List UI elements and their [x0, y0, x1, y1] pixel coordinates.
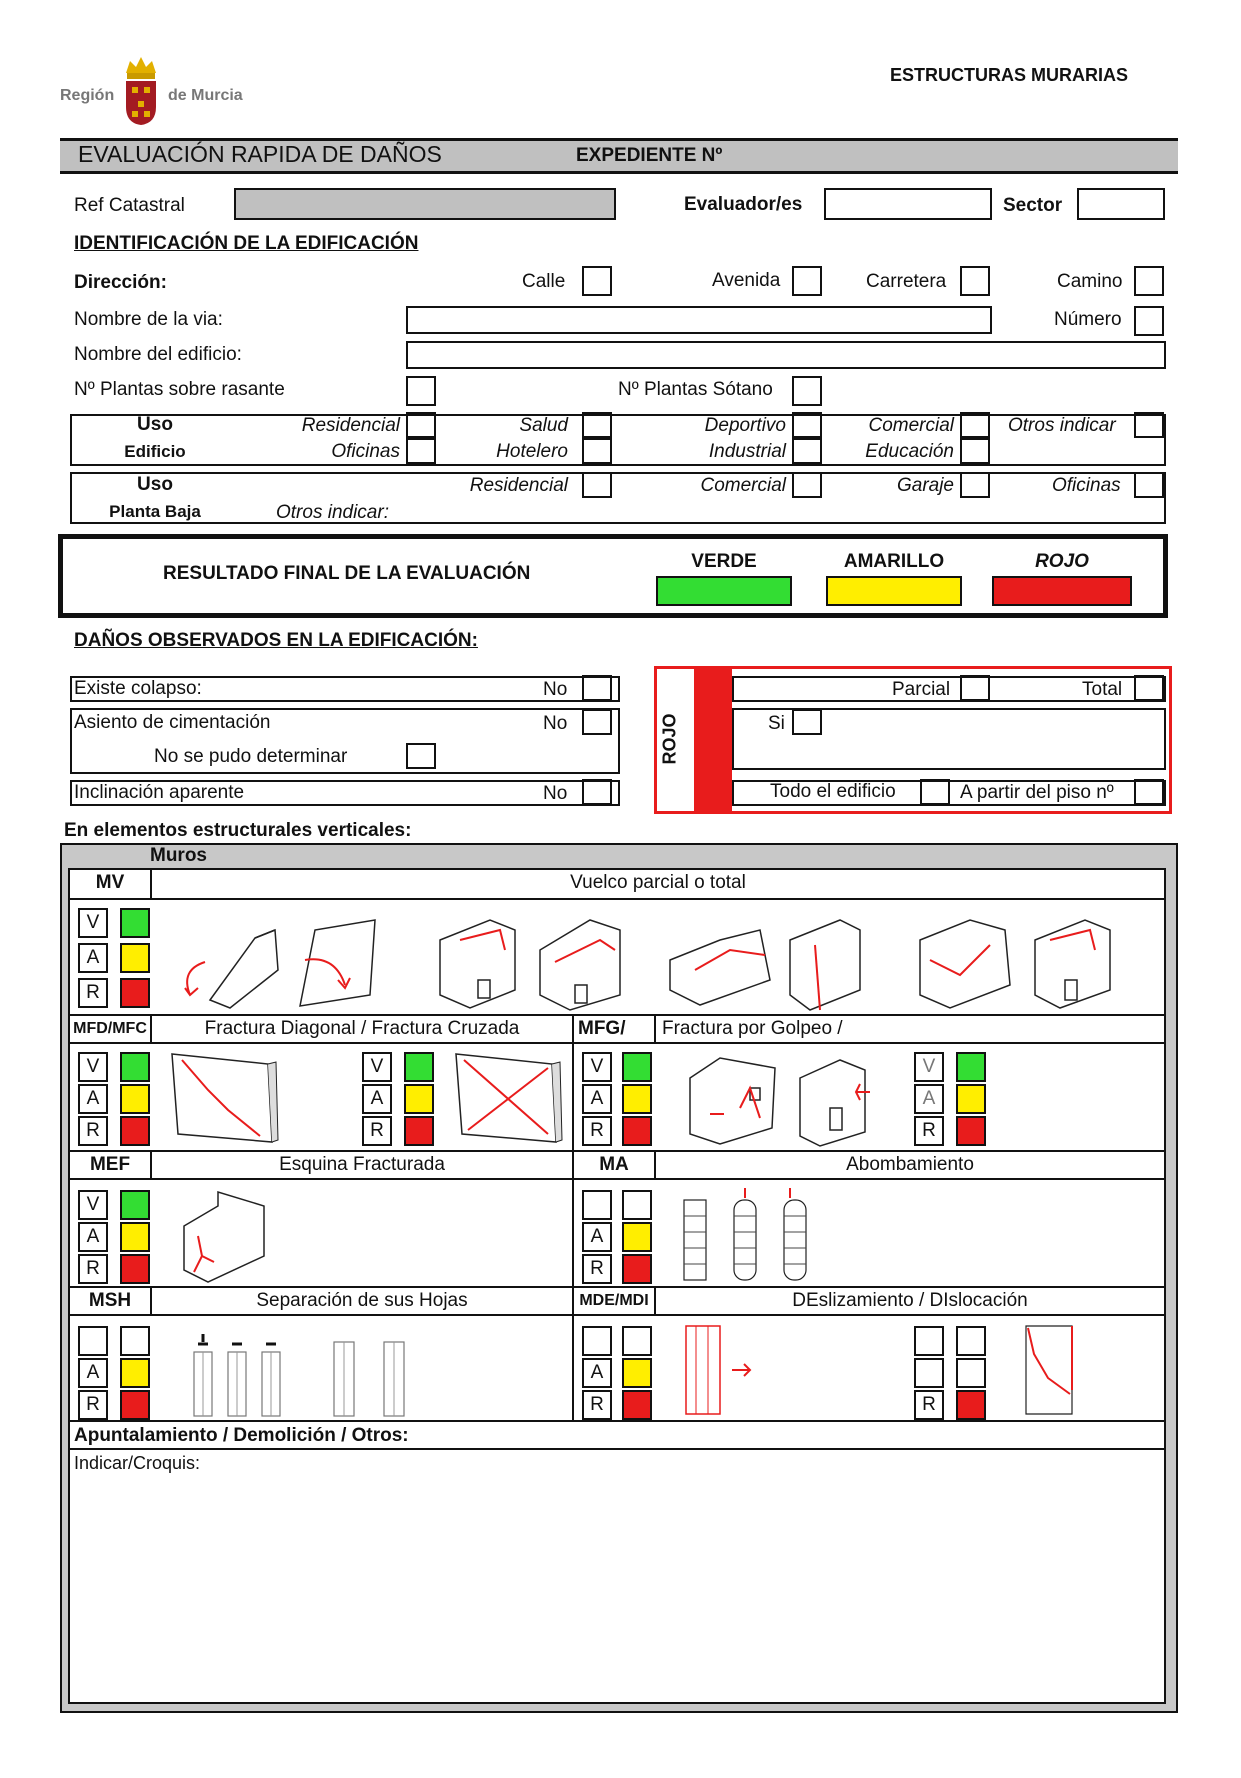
plantas-sobre-label: Nº Plantas sobre rasante: [74, 379, 285, 400]
mde-code: [572, 1286, 656, 1316]
mde-title: [654, 1286, 1166, 1316]
ref-catastral-label: Ref Catastral: [74, 195, 185, 216]
camino-checkbox[interactable]: [1134, 266, 1164, 296]
comercial-checkbox[interactable]: [960, 412, 990, 438]
mef-title-text: Esquina Fracturada: [279, 1154, 445, 1175]
amarillo-label: AMARILLO: [843, 551, 945, 572]
mfg-r-label: R: [582, 1116, 612, 1146]
msh-code-text: MSH: [88, 1290, 132, 1311]
msh-a-label: A: [78, 1358, 108, 1388]
mfd-code: [68, 1014, 152, 1044]
document-type: ESTRUCTURAS MURARIAS: [890, 65, 1128, 85]
ma-code: [572, 1150, 656, 1180]
si-label: Si: [768, 713, 785, 734]
mdi-a-empty-2[interactable]: [956, 1358, 986, 1388]
nombre-edificio-label: Nombre del edificio:: [74, 344, 242, 365]
mv-r-label: R: [78, 978, 108, 1008]
mfc-r-label: R: [362, 1116, 392, 1146]
mv-r-swatch[interactable]: [120, 978, 150, 1008]
numero-label: Número: [1054, 309, 1122, 330]
ma-v-empty-2[interactable]: [622, 1190, 652, 1220]
mef-code: [68, 1150, 152, 1180]
garaje-label: Garaje: [896, 475, 954, 496]
mef-r-label: R: [78, 1254, 108, 1284]
mfd-r-swatch[interactable]: [120, 1116, 150, 1146]
mfd-a-label: A: [78, 1084, 108, 1114]
logo-text-left: Región: [60, 87, 115, 104]
asiento-no-label: No: [543, 713, 568, 734]
educacion-checkbox[interactable]: [960, 438, 990, 464]
msh-diagram-icon: [184, 1330, 424, 1418]
total-label: Total: [1082, 679, 1123, 700]
uso-planta-subtitle: Planta Baja: [109, 502, 201, 521]
salud-label: Salud: [519, 415, 568, 436]
ma-title-text: Abombamiento: [846, 1154, 974, 1175]
otros-indicar-checkbox[interactable]: [1134, 412, 1164, 438]
mef-v-label: V: [78, 1190, 108, 1220]
mfd-v-label: V: [78, 1052, 108, 1082]
mde-v-empty[interactable]: [582, 1326, 612, 1356]
mfc-diagram-icon: [452, 1050, 564, 1146]
apuntalamiento-label: Apuntalamiento / Demolición / Otros:: [74, 1425, 409, 1446]
amarillo-result-box[interactable]: [826, 576, 962, 606]
msh-title: [150, 1286, 574, 1316]
planta-otros-line: [406, 522, 1164, 524]
nombre-via-label: Nombre de la via:: [74, 309, 223, 330]
ma-code-text: MA: [599, 1154, 629, 1175]
planta-residencial-checkbox[interactable]: [582, 472, 612, 498]
uso-planta-title: Uso: [137, 474, 173, 495]
comercial-label: Comercial: [868, 415, 954, 436]
plantas-sotano-field[interactable]: [792, 376, 822, 406]
mfd-title: [150, 1014, 574, 1044]
planta-residencial-label: Residencial: [469, 475, 568, 496]
uso-edificio-subtitle: Edificio: [124, 442, 186, 461]
uso-edificio-title: Uso: [137, 414, 173, 435]
parcial-label: Parcial: [892, 679, 951, 700]
residencial-checkbox[interactable]: [406, 412, 436, 438]
mde-title-text: DEslizamiento / DIslocación: [792, 1290, 1028, 1311]
mfg-diagram-icon: [680, 1048, 900, 1148]
no-determinar-label: No se pudo determinar: [154, 746, 348, 767]
mdi-v-empty-2[interactable]: [956, 1326, 986, 1356]
calle-label: Calle: [522, 271, 566, 292]
logo: [60, 55, 260, 135]
rojo-panel-label-wrap: [654, 668, 694, 812]
ma-body: [572, 1178, 1166, 1288]
mfd-a-swatch[interactable]: [120, 1084, 150, 1114]
mde-diagram-icon: [684, 1324, 764, 1418]
residencial-label: Residencial: [301, 415, 400, 436]
oficinas-checkbox[interactable]: [406, 438, 436, 464]
no-determinar-checkbox[interactable]: [406, 743, 436, 769]
total-checkbox[interactable]: [1134, 675, 1164, 701]
mv-v-label: V: [78, 908, 108, 938]
inclinacion-label: Inclinación aparente: [74, 782, 245, 803]
mdi-v-empty[interactable]: [914, 1326, 944, 1356]
uso-edificio-section: [70, 414, 1166, 466]
mfg-code-text: MFG/: [578, 1018, 626, 1039]
mef-r-swatch[interactable]: [120, 1254, 150, 1284]
msh-code: [68, 1286, 152, 1316]
sector-label: Sector: [1003, 195, 1063, 216]
todo-edificio-checkbox[interactable]: [920, 779, 950, 805]
mdi-r-swatch[interactable]: [956, 1390, 986, 1420]
ma-diagram-icon: [680, 1186, 820, 1286]
mfd-diagram-icon: [168, 1050, 280, 1146]
ma-a-label: A: [582, 1222, 612, 1252]
hotelero-checkbox[interactable]: [582, 438, 612, 464]
mfg-title: [654, 1014, 1166, 1044]
evaluador-field[interactable]: [824, 188, 992, 220]
mfg-a-label: A: [582, 1084, 612, 1114]
mfd-r-label: R: [78, 1116, 108, 1146]
mfc-a-swatch[interactable]: [404, 1084, 434, 1114]
mde-a-swatch[interactable]: [622, 1358, 652, 1388]
direccion-label: Dirección:: [74, 272, 167, 293]
mef-diagram-icon: [178, 1186, 268, 1284]
carretera-checkbox[interactable]: [960, 266, 990, 296]
mfg-title-text: Fractura por Golpeo /: [662, 1018, 843, 1039]
todo-edificio-label: Todo el edificio: [770, 781, 896, 802]
avenida-checkbox[interactable]: [792, 266, 822, 296]
asiento-no-checkbox[interactable]: [582, 709, 612, 735]
planta-oficinas-checkbox[interactable]: [1134, 472, 1164, 498]
ref-catastral-field[interactable]: [234, 188, 616, 220]
mv-a-swatch[interactable]: [120, 943, 150, 973]
ma-a-swatch[interactable]: [622, 1222, 652, 1252]
nombre-edificio-field[interactable]: [406, 341, 1166, 369]
muros-label: Muros: [150, 845, 207, 866]
mfd-title-text: Fractura Diagonal / Fractura Cruzada: [204, 1018, 520, 1039]
inclinacion-no-checkbox[interactable]: [582, 779, 612, 805]
mdi-r-label: R: [914, 1390, 944, 1420]
plantas-sotano-label: Nº Plantas Sótano: [618, 379, 773, 400]
planta-comercial-checkbox[interactable]: [792, 472, 822, 498]
otros-indicar-label: Otros indicar: [1008, 415, 1116, 436]
colapso-label: Existe colapso:: [74, 678, 202, 699]
mdi-diagram-icon: [1024, 1324, 1076, 1418]
identification-heading: IDENTIFICACIÓN DE LA EDIFICACIÓN: [74, 233, 419, 254]
avenida-label: Avenida: [712, 270, 781, 291]
mef-a-label: A: [78, 1222, 108, 1252]
camino-label: Camino: [1057, 271, 1123, 292]
mde-r-label: R: [582, 1390, 612, 1420]
mfg2-r-label: R: [914, 1116, 944, 1146]
danos-heading: DAÑOS OBSERVADOS EN LA EDIFICACIÓN:: [74, 630, 478, 651]
verticales-heading: En elementos estructurales verticales:: [64, 820, 412, 841]
mfg2-v-swatch[interactable]: [956, 1052, 986, 1082]
mfc-v-swatch[interactable]: [404, 1052, 434, 1082]
mfc-r-swatch[interactable]: [404, 1116, 434, 1146]
expediente-label: EXPEDIENTE Nº: [576, 145, 723, 166]
msh-a-swatch[interactable]: [120, 1358, 150, 1388]
mdi-a-empty[interactable]: [914, 1358, 944, 1388]
croquis-area[interactable]: [68, 1448, 1166, 1704]
mfg-v-swatch[interactable]: [622, 1052, 652, 1082]
verde-result-box[interactable]: [656, 576, 792, 606]
mv-diagram-icon: [160, 900, 1160, 1014]
page-title: EVALUACIÓN RAPIDA DE DAÑOS: [78, 141, 442, 167]
colapso-no-checkbox[interactable]: [582, 675, 612, 701]
mfc-v-label: V: [362, 1052, 392, 1082]
calle-checkbox[interactable]: [582, 266, 612, 296]
mde-code-text: MDE/MDI: [579, 1292, 649, 1309]
ma-title: [654, 1150, 1166, 1180]
ma-v-empty[interactable]: [582, 1190, 612, 1220]
ma-r-label: R: [582, 1254, 612, 1284]
educacion-label: Educación: [865, 441, 954, 462]
asiento-label: Asiento de cimentación: [74, 712, 271, 733]
ma-r-swatch[interactable]: [622, 1254, 652, 1284]
salud-checkbox[interactable]: [582, 412, 612, 438]
mfd-v-swatch[interactable]: [120, 1052, 150, 1082]
msh-title-text: Separación de sus Hojas: [256, 1290, 468, 1311]
carretera-label: Carretera: [866, 271, 947, 292]
mde-r-swatch[interactable]: [622, 1390, 652, 1420]
mfc-a-label: A: [362, 1084, 392, 1114]
coat-of-arms-icon: [122, 55, 160, 127]
mv-title-text: Vuelco parcial o total: [570, 872, 746, 893]
industrial-label: Industrial: [708, 441, 786, 462]
mef-a-swatch[interactable]: [120, 1222, 150, 1252]
mfg-code: [572, 1014, 656, 1044]
mfg-a-swatch[interactable]: [622, 1084, 652, 1114]
mfg2-a-label: A: [914, 1084, 944, 1114]
colapso-no-label: No: [543, 679, 568, 700]
uso-planta-section: [70, 472, 1166, 524]
logo-text-right: de Murcia: [168, 87, 243, 104]
mfd-code-text: MFD/MFC: [73, 1020, 147, 1037]
numero-field[interactable]: [1134, 306, 1164, 336]
mde-a-label: A: [582, 1358, 612, 1388]
piso-label: A partir del piso nº: [960, 782, 1114, 803]
mde-body: [572, 1314, 1166, 1422]
rojo-panel-label: ROJO: [659, 713, 680, 765]
hotelero-label: Hotelero: [496, 441, 568, 462]
mfg2-a-swatch[interactable]: [956, 1084, 986, 1114]
mv-code-text: MV: [95, 872, 125, 893]
deportivo-label: Deportivo: [704, 415, 786, 436]
rojo-label: ROJO: [1035, 551, 1089, 572]
mv-a-label: A: [78, 943, 108, 973]
sector-field[interactable]: [1077, 188, 1165, 220]
mde-v-empty-2[interactable]: [622, 1326, 652, 1356]
msh-v-empty[interactable]: [78, 1326, 108, 1356]
garaje-checkbox[interactable]: [960, 472, 990, 498]
mfg2-r-swatch[interactable]: [956, 1116, 986, 1146]
piso-field[interactable]: [1134, 779, 1164, 805]
parcial-checkbox[interactable]: [960, 675, 990, 701]
mef-code-text: MEF: [89, 1154, 131, 1175]
rojo-result-box[interactable]: [992, 576, 1132, 606]
plantas-sobre-field[interactable]: [406, 376, 436, 406]
msh-r-label: R: [78, 1390, 108, 1420]
verde-label: VERDE: [691, 551, 757, 572]
planta-comercial-label: Comercial: [700, 475, 786, 496]
resultado-label: RESULTADO FINAL DE LA EVALUACIÓN: [163, 563, 531, 584]
mv-title: [150, 868, 1166, 900]
mef-v-swatch[interactable]: [120, 1190, 150, 1220]
msh-v-empty-2[interactable]: [120, 1326, 150, 1356]
planta-oficinas-label: Oficinas: [1052, 475, 1121, 496]
oficinas-label: Oficinas: [331, 441, 400, 462]
inclinacion-no-label: No: [543, 783, 568, 804]
mef-title: [150, 1150, 574, 1180]
croquis-label: Indicar/Croquis:: [74, 1453, 201, 1473]
mv-code: [68, 868, 152, 900]
rojo-panel-bar: [694, 668, 732, 812]
evaluador-label: Evaluador/es: [684, 194, 803, 215]
mfg2-v-label: V: [914, 1052, 944, 1082]
mv-v-swatch[interactable]: [120, 908, 150, 938]
mfg-v-label: V: [582, 1052, 612, 1082]
si-checkbox[interactable]: [792, 709, 822, 735]
mfg-r-swatch[interactable]: [622, 1116, 652, 1146]
planta-otros-label: Otros indicar:: [276, 502, 389, 523]
msh-r-swatch[interactable]: [120, 1390, 150, 1420]
nombre-via-field[interactable]: [406, 306, 992, 334]
